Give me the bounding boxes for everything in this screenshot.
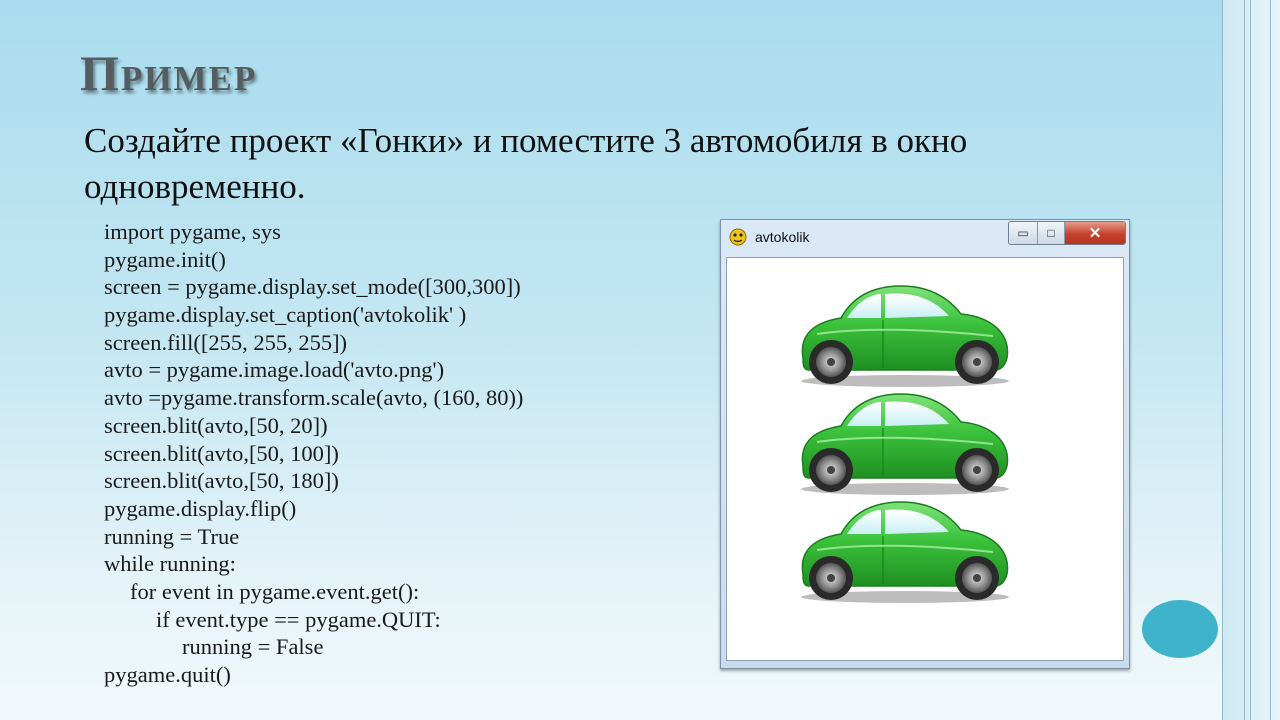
pygame-snake-icon (728, 227, 748, 247)
code-line: while running: (104, 551, 236, 577)
code-line: pygame.display.flip() (104, 495, 297, 521)
window-controls (1008, 221, 1126, 245)
code-line: screen.blit(avto,[50, 20]) (104, 412, 328, 438)
green-car-image (797, 284, 1011, 390)
code-line: running = True (104, 523, 240, 549)
code-line: pygame.quit() (104, 662, 231, 687)
window-title: avtokolik (755, 229, 810, 245)
decorative-line (1270, 0, 1271, 720)
green-car-image (797, 500, 1011, 606)
slide-title: Пример (80, 45, 258, 101)
decorative-line (1250, 0, 1251, 720)
pygame-canvas[interactable] (726, 257, 1124, 661)
code-line: if event.type == pygame.QUIT: (156, 606, 441, 632)
maximize-button[interactable]: □ (1038, 222, 1065, 244)
code-line: pygame.init() (104, 246, 226, 272)
code-line: avto = pygame.image.load('avto.png') (104, 357, 445, 383)
window-titlebar[interactable] (721, 220, 1129, 256)
code-line: import pygame, sys (104, 219, 281, 244)
green-car-image (797, 392, 1011, 498)
decorative-side-band (1222, 0, 1280, 720)
navigation-circle-button[interactable] (1142, 600, 1218, 658)
decorative-line (1222, 0, 1223, 720)
code-line: pygame.display.set_caption('avtokolik' ) (104, 302, 467, 328)
slide-subtitle: Создайте проект «Гонки» и поместите 3 автомобиля в окно одновременно. (84, 121, 968, 206)
code-line: screen.blit(avto,[50, 180]) (104, 468, 339, 494)
minimize-button[interactable]: ▭ (1009, 222, 1038, 244)
code-line: screen.fill([255, 255, 255]) (104, 329, 348, 355)
code-block (104, 218, 523, 689)
code-line: running = False (182, 634, 324, 660)
close-button[interactable]: ✕ (1065, 222, 1125, 244)
pygame-window[interactable] (720, 219, 1130, 669)
code-line: avto =pygame.transform.scale(avto, (160, 80)) (104, 385, 524, 411)
decorative-line (1244, 0, 1245, 720)
code-line: screen.blit(avto,[50, 100]) (104, 440, 339, 466)
code-line: for event in pygame.event.get(): (130, 578, 420, 604)
code-line: screen = pygame.display.set_mode([300,300]) (104, 274, 521, 300)
